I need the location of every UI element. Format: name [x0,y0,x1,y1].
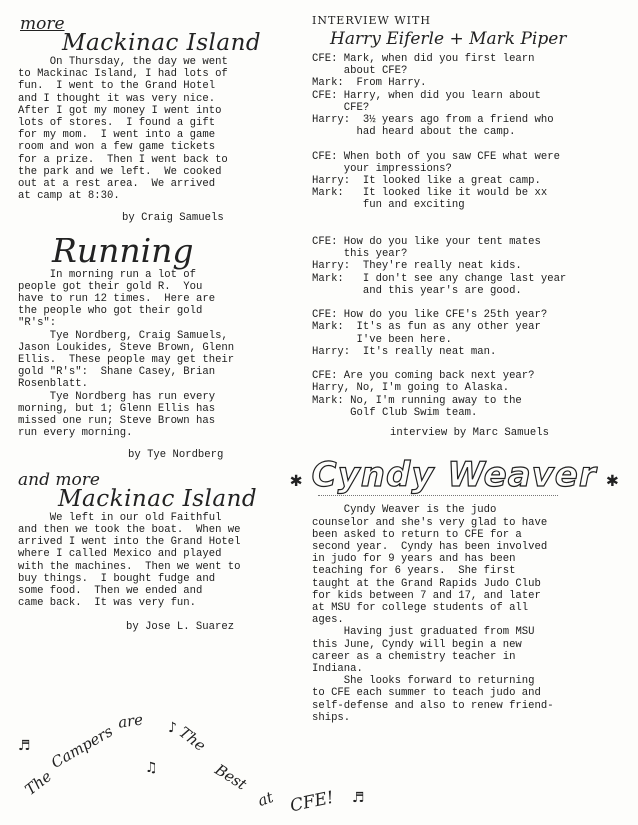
section3-body: We left in our old Faithful and then we took the boat. When we arrived I went into the Grand Hotel where I called Mexico and played with the machines. Then we went to buy things. I bought fudge and some food. Then we ended and came back. It was very fun. [18,511,241,610]
right-column [290,14,619,724]
heading-underline [318,495,558,496]
music-note-icon: ♫ [145,760,158,776]
profile-body: Cyndy Weaver is the judo counselor and she's very glad to have been asked to return to CFE for a second year. Cyndy has been involved in judo for 9 years and has been teaching for 6 years. She first taught at the Grand Rapids Judo Club for kids between 7 and 17, and later at MSU for college students of all ages. Having just graduated from MSU this June, Cyndy will begin a new career as a chemistry teacher in Indiana. She looks forward to returning to CFE each summer to teach judo and self-defense and also to renew friend- ships. [312,504,554,724]
left-column [18,14,280,634]
section1-byline: by Craig Samuels [122,212,224,225]
section2-byline: by Tye Nordberg [128,449,224,462]
section1-body: On Thursday, the day we went to Mackinac Island, I had lots of fun. I went to the Grand Hotel and I thought it was very nice. After I got my money I went into lots of stores. I found a gift for my mom. I went into a game room and won a few game tickets for a prize. Then I went back to the park and we left. We cooked out at a rest area. We arrived at camp at 8:30. [18,56,228,203]
music-note-icon: ♪ [168,720,177,736]
doodle-word: Campers [48,722,116,772]
section3-heading-small: and more [18,469,100,490]
section2-body: In morning run a lot of people got their gold R. You have to run 12 times. Here are the people who got their gold "R's": Tye Nordberg, Craig Samuels, Jason Loukides, Steve Brown, Glenn Ellis. These people may get their gold "R's": Shane Casey, Brian Rosenblatt. Tye Nordberg has run every morning, but 1; Glenn Ellis has missed one run; Steve Brown has run every morning. [18,268,235,440]
star-icon: ✱ [606,470,619,494]
section-mackinac-1 [18,14,280,225]
section-mackinac-2 [18,470,280,634]
doodle-word: Best [211,760,250,794]
section3-heading-big: Mackinac Island [58,485,258,512]
doodle-word: The [175,723,210,755]
section-running [18,230,280,462]
interview-heading-small: INTERVIEW WITH [312,14,431,27]
section1-heading-big: Mackinac Island [62,30,262,56]
interview-heading-big: Harry Eiferle + Mark Piper [330,29,567,49]
profile-section [290,455,619,724]
interview-section [312,14,612,439]
profile-heading: Cyndy Weaver [311,455,597,496]
doodle-word: CFE! [288,787,336,817]
profile-heading-row [290,455,619,496]
doodle-word: The [21,767,56,799]
doodle-word: at [255,787,276,811]
music-note-icon: ♬ [18,738,31,754]
section2-heading: Running [52,230,194,270]
star-icon: ✱ [290,470,303,494]
interview-byline: interview by Marc Samuels [390,427,549,440]
section3-byline: by Jose L. Suarez [126,621,235,634]
interview-body: CFE: Mark, when did you first learn about CFE? Mark: From Harry. CFE: Harry, when did you learn about CFE? Harry: 3½ years ago from a friend who had heard about the camp. CFE: When both of you saw CFE what were your impressions? Harry: It looked like a great camp. Mark: It looked like it would be xx fun and exciting CFE: How do you like your tent mates this year? Harry: They're really neat kids. Mark: I don't see any change last year and this year's are good. CFE: How do you like CFE's 25th year? Mark: It's as fun as any other year I've been here. Harry: It's really neat man. CFE: Are you coming back next year? Harry, No, I'm going to Alaska. Mark: No, I'm running away to the Golf Club Swim team. [312,53,567,419]
music-note-icon: ♬ [352,790,365,806]
section1-heading-small: more [20,14,65,34]
doodle-word: are [116,710,145,732]
